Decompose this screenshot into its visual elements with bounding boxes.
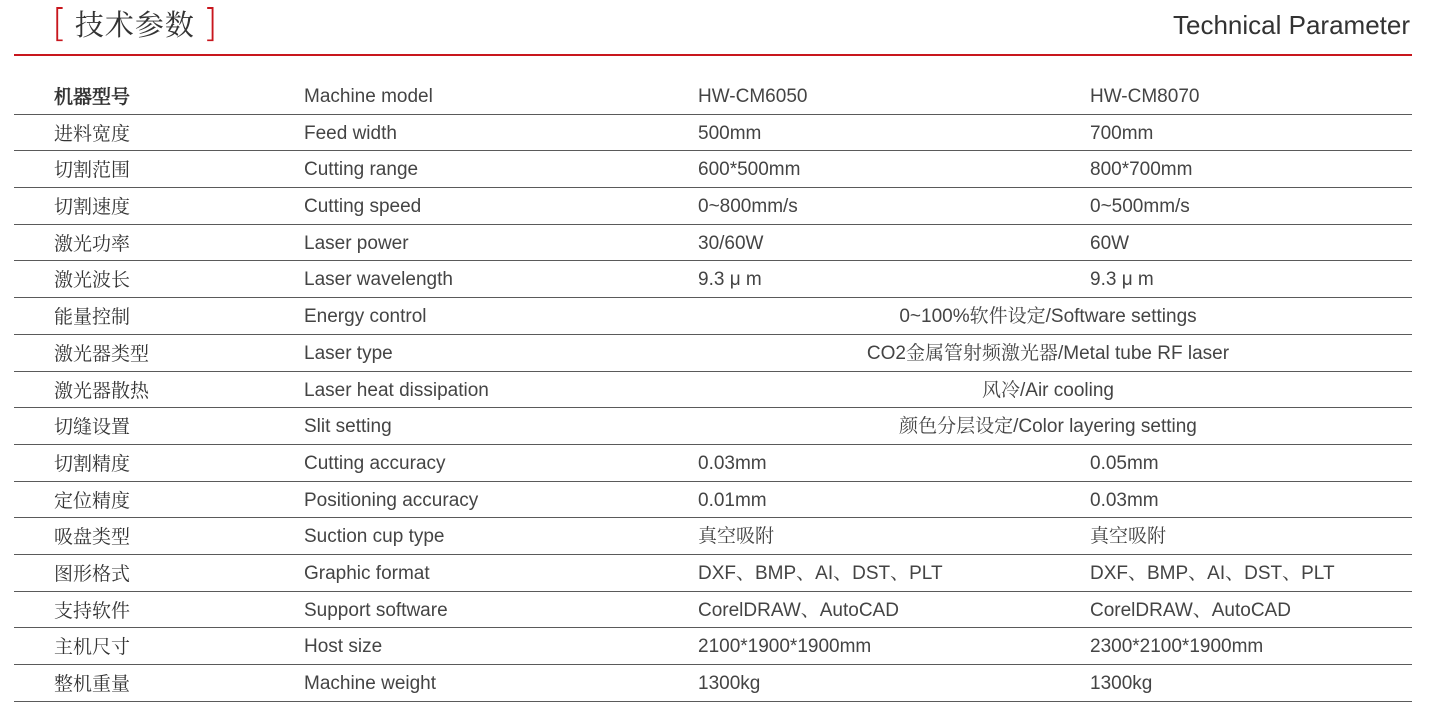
table-row <box>14 628 1412 665</box>
table-row <box>14 225 1412 262</box>
param-name-cn: 激光波长 <box>54 269 131 292</box>
param-value-cm8070: CorelDRAW、AutoCAD <box>1090 599 1291 621</box>
param-name-cn: 进料宽度 <box>54 122 131 145</box>
param-name-cn: 支持软件 <box>54 599 131 622</box>
table-row <box>14 188 1412 225</box>
param-name-en: Energy control <box>304 306 427 328</box>
param-name-en: Laser power <box>304 232 409 254</box>
param-name-cn: 能量控制 <box>54 306 131 329</box>
param-name-cn: 主机尺寸 <box>54 636 131 659</box>
param-value-shared: 0~100%软件设定/Software settings <box>899 306 1197 328</box>
param-name-en: Laser wavelength <box>304 269 453 291</box>
param-value-shared: 风冷/Air cooling <box>982 379 1114 401</box>
param-value-cm8070: 真空吸附 <box>1090 526 1167 548</box>
param-name-en: Cutting range <box>304 159 419 181</box>
param-name-cn: 整机重量 <box>54 673 131 695</box>
param-name-en: Cutting speed <box>304 196 422 218</box>
right-bracket: ] <box>202 1 218 45</box>
param-name-en: Machine model <box>304 86 433 107</box>
param-name-cn: 切割精度 <box>54 452 131 475</box>
param-name-cn: 定位精度 <box>54 489 131 512</box>
param-value-cm6050: HW-CM6050 <box>698 86 808 107</box>
param-name-cn: 切割速度 <box>54 196 131 219</box>
table-row <box>14 482 1412 519</box>
param-name-cn: 图形格式 <box>54 562 131 585</box>
section-title <box>52 0 218 46</box>
table-row <box>14 518 1412 555</box>
param-value-cm8070: 1300kg <box>1090 673 1153 694</box>
param-value-cm6050: CorelDRAW、AutoCAD <box>698 599 899 621</box>
param-name-cn: 激光功率 <box>54 232 131 255</box>
param-value-cm6050: 600*500mm <box>698 159 801 181</box>
table-row <box>14 298 1412 335</box>
param-name-cn: 机器型号 <box>54 86 131 108</box>
param-name-en: Feed width <box>304 122 397 144</box>
param-name-en: Suction cup type <box>304 526 445 548</box>
param-name-cn: 激光器类型 <box>54 342 150 365</box>
table-row <box>14 151 1412 188</box>
param-name-cn: 激光器散热 <box>54 379 150 402</box>
param-name-cn: 切割范围 <box>54 159 131 182</box>
param-name-en: Slit setting <box>304 416 392 438</box>
param-name-en: Positioning accuracy <box>304 489 479 511</box>
param-value-cm8070: 60W <box>1090 232 1130 254</box>
param-value-cm8070: 700mm <box>1090 122 1154 144</box>
table-row <box>14 592 1412 629</box>
param-value-cm8070: 0~500mm/s <box>1090 196 1190 218</box>
spec-table <box>14 78 1412 702</box>
header-divider <box>14 54 1412 56</box>
param-name-cn: 切缝设置 <box>54 416 131 439</box>
param-value-cm8070: HW-CM8070 <box>1090 86 1200 107</box>
table-row <box>14 115 1412 152</box>
param-value-cm8070: 800*700mm <box>1090 159 1193 181</box>
param-name-en: Laser heat dissipation <box>304 379 489 401</box>
param-name-cn: 吸盘类型 <box>54 526 131 549</box>
table-row <box>14 665 1412 702</box>
param-value-cm6050: 1300kg <box>698 673 761 694</box>
param-value-cm8070: 0.03mm <box>1090 489 1159 511</box>
table-row <box>14 445 1412 482</box>
table-row <box>14 261 1412 298</box>
param-value-cm8070: 0.05mm <box>1090 452 1159 474</box>
param-value-cm6050: 0.03mm <box>698 452 767 474</box>
param-value-cm8070: 9.3 μ m <box>1090 269 1154 291</box>
param-value-cm6050: 30/60W <box>698 232 764 254</box>
param-value-shared: 颜色分层设定/Color layering setting <box>899 416 1197 438</box>
param-value-cm6050: 0.01mm <box>698 489 767 511</box>
param-value-cm6050: 9.3 μ m <box>698 269 762 291</box>
param-name-en: Graphic format <box>304 562 430 584</box>
param-name-en: Laser type <box>304 342 393 364</box>
param-value-cm8070: 2300*2100*1900mm <box>1090 636 1264 658</box>
table-row <box>14 555 1412 592</box>
param-value-cm8070: DXF、BMP、AI、DST、PLT <box>1090 562 1335 584</box>
param-value-shared: CO2金属管射频激光器/Metal tube RF laser <box>866 342 1230 364</box>
table-row <box>14 408 1412 445</box>
title-english: Technical Parameter <box>1173 10 1410 40</box>
param-value-cm6050: 500mm <box>698 122 762 144</box>
param-value-cm6050: 真空吸附 <box>698 526 775 548</box>
param-value-cm6050: 0~800mm/s <box>698 196 798 218</box>
table-row <box>14 78 1412 115</box>
table-row <box>14 372 1412 409</box>
param-name-en: Cutting accuracy <box>304 452 446 474</box>
table-row <box>14 335 1412 372</box>
title-chinese: 技术参数 <box>74 7 195 42</box>
left-bracket: [ <box>52 1 67 45</box>
param-name-en: Host size <box>304 636 383 658</box>
param-name-en: Support software <box>304 599 448 621</box>
param-name-en: Machine weight <box>304 673 437 694</box>
param-value-cm6050: 2100*1900*1900mm <box>698 636 872 658</box>
page-header <box>0 0 1450 56</box>
param-value-cm6050: DXF、BMP、AI、DST、PLT <box>698 562 943 584</box>
